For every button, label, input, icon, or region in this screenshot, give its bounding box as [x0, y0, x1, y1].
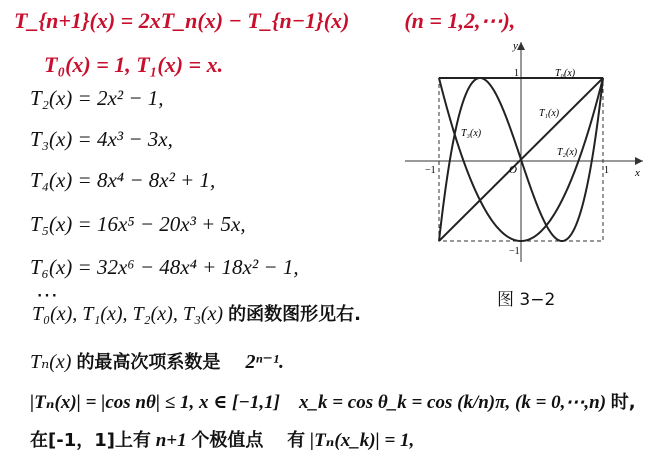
label-t1: T₁(x): [539, 108, 560, 119]
tick-x-neg: −1: [425, 165, 436, 176]
origin-label: O: [509, 164, 517, 176]
last-cn-b: 个极值点: [191, 430, 264, 451]
last-mid: n+1: [155, 430, 187, 451]
t6-formula: T₆(x) = 32x⁶ − 48x⁴ + 18x² − 1,: [30, 255, 299, 279]
extrema-cn: 时,: [610, 392, 636, 413]
tick-x-pos: 1: [604, 165, 609, 176]
x-axis-arrow: [635, 157, 643, 165]
label-t0: T₀(x): [555, 68, 576, 79]
last-cn-c: 有: [287, 430, 306, 451]
extrema-count-line: [30, 426, 414, 452]
bound-formula: |Tₙ(x)| = |cos nθ| ≤ 1, x ∈ [−1,1]: [30, 392, 280, 413]
figure-caption: 图 3−2: [497, 290, 556, 310]
initial-values: T₀(x) = 1, T₁(x) = x.: [44, 52, 224, 77]
extrema-formula: x_k = cos θ_k = cos (k/n)π, (k = 0,⋯,n): [298, 392, 607, 413]
last-cn-a: 在[-1，1]上有: [30, 430, 151, 451]
bound-line: [30, 388, 636, 414]
ellipsis: ⋯: [36, 282, 58, 307]
axis-y-label: y: [513, 40, 518, 52]
leading-coef-a: Tₙ(x): [30, 351, 72, 373]
leading-coef-cn: 的最高次项系数是: [76, 352, 221, 373]
graph-list: T₀(x), T₁(x), T₂(x), T₃(x): [32, 303, 224, 325]
t5-formula: T₅(x) = 16x⁵ − 20x³ + 5x,: [30, 212, 246, 236]
recurrence-formula: [14, 8, 515, 34]
last-eq: |Tₙ(x_k)| = 1,: [309, 430, 415, 451]
recurrence-text: T_{n+1}(x) = 2xT_n(x) − T_{n−1}(x): [14, 8, 350, 33]
graph-reference: [32, 300, 361, 326]
axis-x-label: x: [635, 167, 640, 179]
label-t2: T₂(x): [557, 147, 578, 158]
t4-formula: T₄(x) = 8x⁴ − 8x² + 1,: [30, 168, 216, 192]
leading-coef-val: 2ⁿ⁻¹.: [245, 351, 284, 373]
leading-coefficient: [30, 348, 284, 374]
label-t3: T₃(x): [461, 128, 482, 139]
recurrence-range: (n = 1,2,⋯),: [404, 8, 516, 33]
t2-formula: T₂(x) = 2x² − 1,: [30, 86, 164, 110]
chebyshev-figure: [405, 40, 645, 270]
tick-y-pos: 1: [514, 68, 519, 79]
t3-formula: T₃(x) = 4x³ − 3x,: [30, 127, 173, 151]
tick-y-neg: −1: [509, 246, 520, 257]
graph-list-cn: 的函数图形见右.: [228, 304, 361, 325]
y-axis-arrow: [517, 42, 525, 50]
